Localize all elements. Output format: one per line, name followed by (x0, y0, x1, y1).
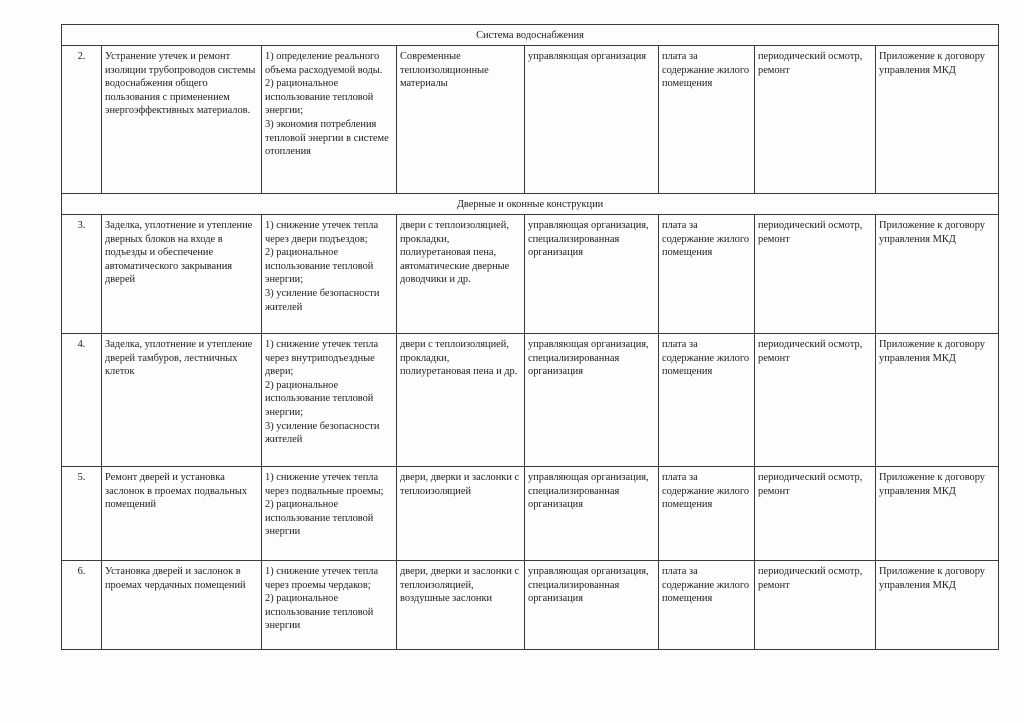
materials-cell: двери с теплоизоляцией, прокладки, полиуретановая пена и др. (397, 334, 525, 467)
basis-cell: Приложение к договору управления МКД (876, 215, 999, 334)
section-header-row (62, 25, 999, 46)
executor-cell: управляющая организация, специализированная организация (525, 561, 659, 650)
effect-cell: 1) снижение утечек тепла через проемы чердаков; 2) рациональное использование тепловой энергии (262, 561, 397, 650)
table-row (62, 215, 999, 334)
materials-cell: двери, дверки и заслонки с теплоизоляцией (397, 467, 525, 561)
basis-cell: Приложение к договору управления МКД (876, 334, 999, 467)
basis-cell: Приложение к договору управления МКД (876, 561, 999, 650)
section-title: Система водоснабжения (62, 25, 999, 46)
effect-cell: 1) снижение утечек тепла через двери подъездов; 2) рациональное использование тепловой энергии; 3) усиление безопасности жителей (262, 215, 397, 334)
timing-cell: периодический осмотр, ремонт (755, 334, 876, 467)
materials-cell: двери с теплоизоляцией, прокладки, полиуретановая пена, автоматические дверные доводчики и др. (397, 215, 525, 334)
financing-cell: плата за содержание жилого помещения (659, 467, 755, 561)
measure-cell: Ремонт дверей и установка заслонок в проемах подвальных помещений (102, 467, 262, 561)
executor-cell: управляющая организация, специализированная организация (525, 215, 659, 334)
financing-cell: плата за содержание жилого помещения (659, 46, 755, 194)
effect-cell: 1) определение реального объема расходуемой воды. 2) рациональное использование тепловой энергии; 3) экономия потребления тепловой энергии в системе отопления (262, 46, 397, 194)
table-row (62, 46, 999, 194)
row-number: 2. (62, 46, 102, 194)
financing-cell: плата за содержание жилого помещения (659, 561, 755, 650)
table-row (62, 561, 999, 650)
row-number: 6. (62, 561, 102, 650)
effect-cell: 1) снижение утечек тепла через подвальные проемы; 2) рациональное использование тепловой энергии (262, 467, 397, 561)
timing-cell: периодический осмотр, ремонт (755, 215, 876, 334)
row-number: 5. (62, 467, 102, 561)
measure-cell: Устранение утечек и ремонт изоляции трубопроводов системы водоснабжения общего пользования с применением энергоэффективных материалов. (102, 46, 262, 194)
financing-cell: плата за содержание жилого помещения (659, 334, 755, 467)
basis-cell: Приложение к договору управления МКД (876, 467, 999, 561)
executor-cell: управляющая организация, специализированная организация (525, 467, 659, 561)
executor-cell: управляющая организация, специализированная организация (525, 334, 659, 467)
measure-cell: Установка дверей и заслонок в проемах чердачных помещений (102, 561, 262, 650)
row-number: 3. (62, 215, 102, 334)
row-number: 4. (62, 334, 102, 467)
effect-cell: 1) снижение утечек тепла через внутриподъездные двери; 2) рациональное использование тепловой энергии; 3) усиление безопасности жителей (262, 334, 397, 467)
materials-cell: двери, дверки и заслонки с теплоизоляцией, воздушные заслонки (397, 561, 525, 650)
executor-cell: управляющая организация (525, 46, 659, 194)
table-row (62, 467, 999, 561)
financing-cell: плата за содержание жилого помещения (659, 215, 755, 334)
section-title: Дверные и оконные конструкции (62, 194, 999, 215)
table-row (62, 334, 999, 467)
measure-cell: Заделка, уплотнение и утепление дверных блоков на входе в подъезды и обеспечение автоматического закрывания дверей (102, 215, 262, 334)
materials-cell: Современные теплоизоляционные материалы (397, 46, 525, 194)
timing-cell: периодический осмотр, ремонт (755, 46, 876, 194)
measure-cell: Заделка, уплотнение и утепление дверей тамбуров, лестничных клеток (102, 334, 262, 467)
section-header-row (62, 194, 999, 215)
timing-cell: периодический осмотр, ремонт (755, 467, 876, 561)
basis-cell: Приложение к договору управления МКД (876, 46, 999, 194)
timing-cell: периодический осмотр, ремонт (755, 561, 876, 650)
measures-table (61, 24, 999, 650)
